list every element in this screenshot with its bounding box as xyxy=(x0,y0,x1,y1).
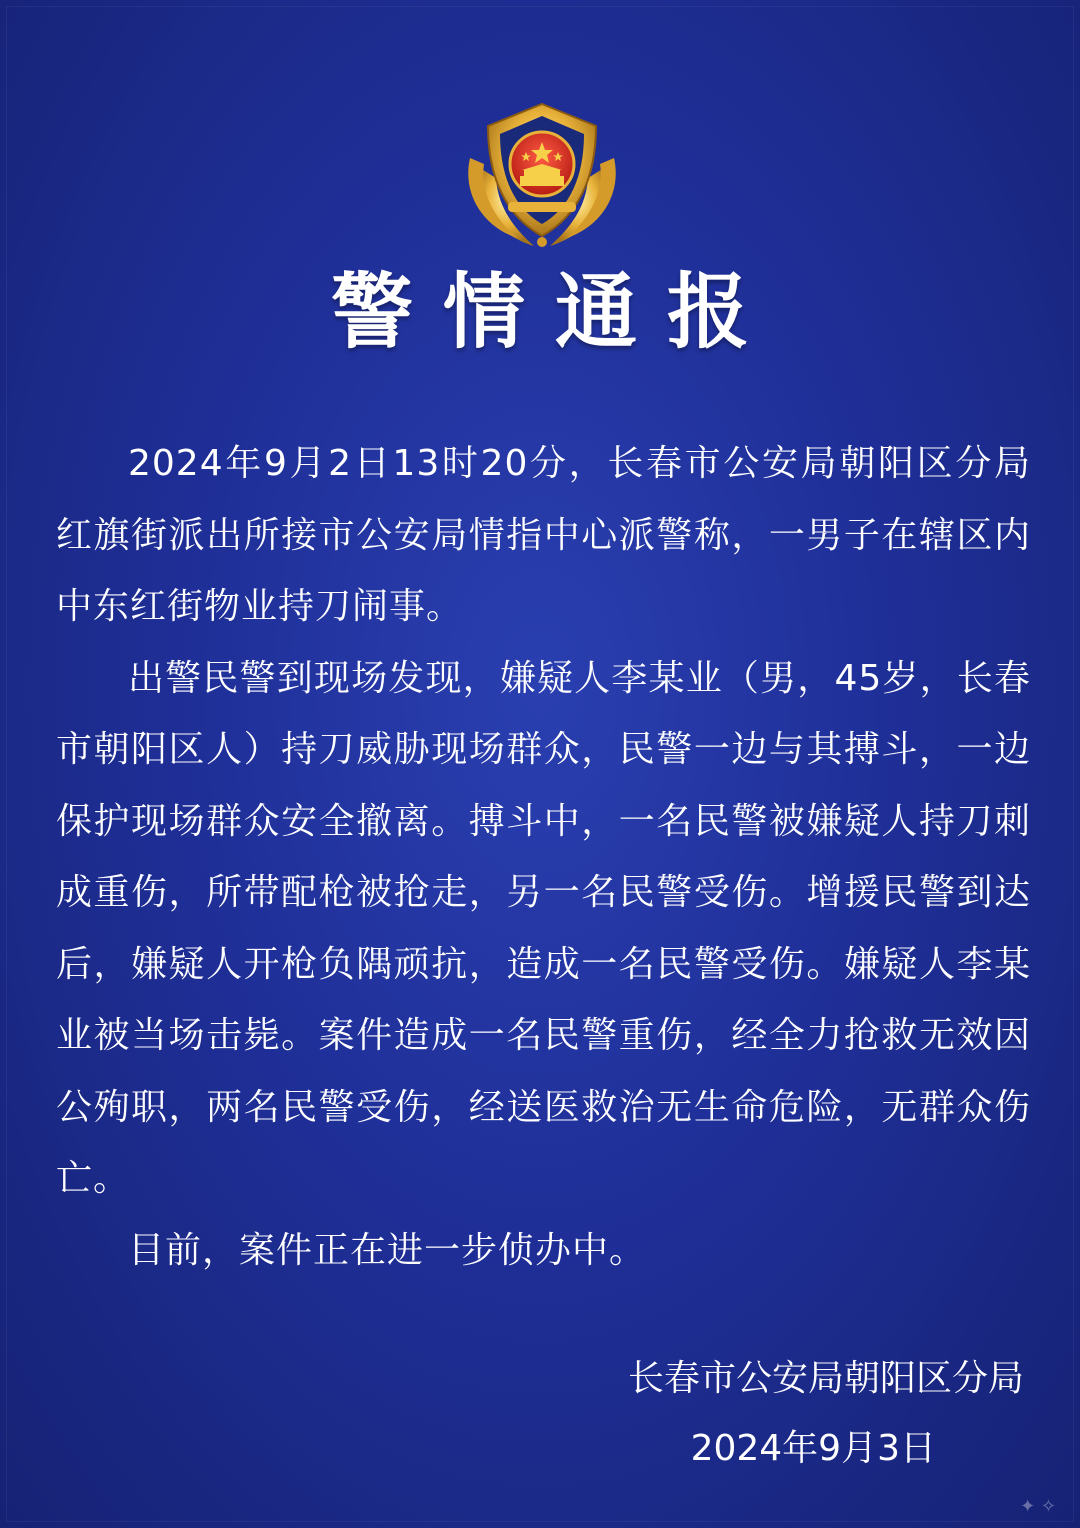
notice-body xyxy=(56,428,1031,1286)
watermark: ✦ ✧ xyxy=(1020,1496,1056,1517)
signature-block xyxy=(628,1344,1024,1484)
issue-date: 2024年9月3日 xyxy=(690,1428,936,1469)
notice-title: 警情通报 xyxy=(330,264,779,360)
issuer-name: 长春市公安局朝阳区分局 xyxy=(627,1358,1024,1399)
paragraph: 2024年9月2日13时20分，长春市公安局朝阳区分局红旗街派出所接市公安局情指中心派警称，一男子在辖区内中东红街物业持刀闹事。 xyxy=(56,443,1031,627)
police-emblem-icon xyxy=(462,98,622,250)
paragraph: 出警民警到现场发现，嫌疑人李某业（男，45岁，长春市朝阳区人）持刀威胁现场群众，民警一边与其搏斗，一边保护现场群众安全撤离。搏斗中，一名民警被嫌疑人持刀刺成重伤，所带配枪被抢走，另一名民警受伤。增援民警到达后，嫌疑人开枪负隅顽抗，造成一名民警受伤。嫌疑人李某业被当场击毙。案件造成一名民警重伤，经全力抢救无效因公殉职，两名民警受伤，经送医救治无生命危险，无群众伤亡。 xyxy=(56,657,1031,1199)
paragraph: 目前，案件正在进一步侦办中。 xyxy=(128,1229,647,1271)
